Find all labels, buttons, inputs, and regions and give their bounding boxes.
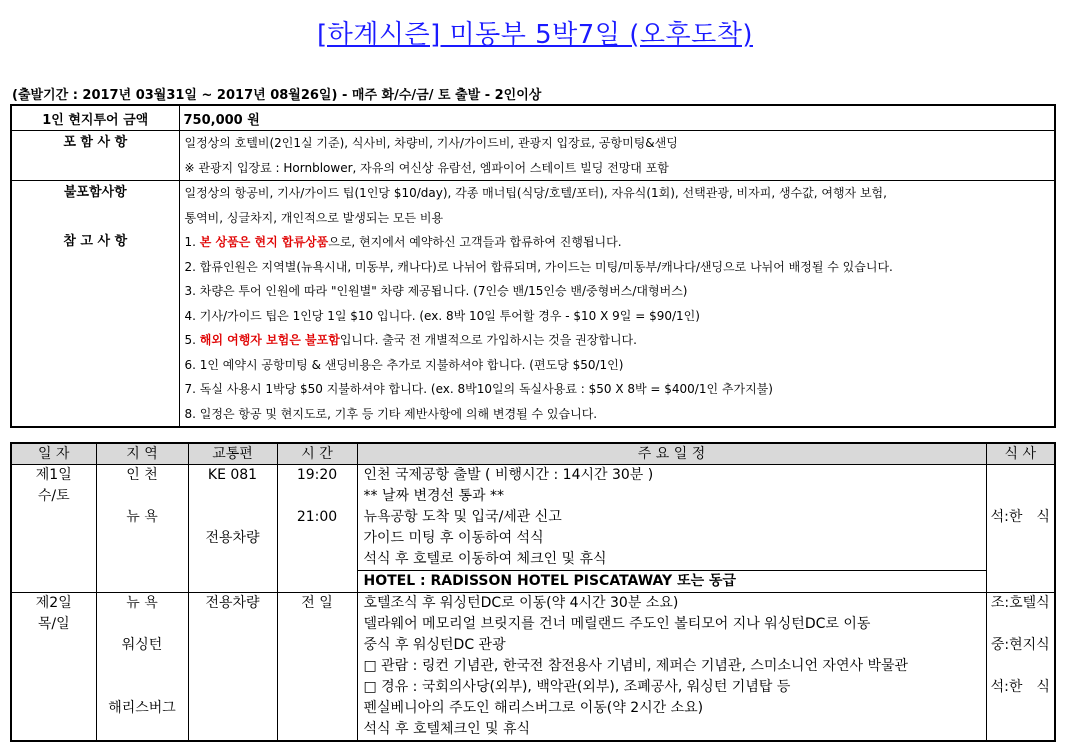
region: 워싱턴 bbox=[121, 637, 163, 653]
note-item-7: 7. 독실 사용시 1박당 $50 지불하셔야 합니다. (ex. 8박10일의 독실사용료 : $50 X 8박 = $400/1인 추가지불) bbox=[184, 382, 773, 396]
time: 전 일 bbox=[301, 595, 333, 611]
excludes-line: 통역비, 싱글차지, 개인적으로 발생되는 모든 비용 bbox=[184, 210, 444, 225]
note-highlight: 본 상품은 현지 합류상품 bbox=[199, 235, 329, 249]
day-of-week: 목/일 bbox=[37, 616, 70, 632]
includes-label: 포 함 사 항 bbox=[63, 135, 128, 150]
price-row bbox=[11, 105, 1055, 131]
time: 21:00 bbox=[296, 509, 338, 525]
plan-line: 뉴욕공항 도착 및 입국/세관 신고 bbox=[363, 509, 562, 525]
notes-label: 참 고 사 항 bbox=[63, 234, 128, 249]
plan-line: 가이드 미팅 후 이동하여 석식 bbox=[363, 530, 544, 546]
plan-line: 인천 국제공항 출발 ( 비행시간 : 14시간 30분 ) bbox=[363, 467, 654, 483]
day-of-week: 수/토 bbox=[37, 488, 70, 504]
includes-line: 일정상의 호텔비(2인1실 기준), 식사비, 차량비, 기사/가이드비, 관광지 입장료, 공항미팅&샌딩 bbox=[184, 136, 678, 150]
includes-row bbox=[11, 131, 1055, 181]
plan-line: 델라웨어 메모리얼 브릿지를 건너 메릴랜드 주도인 볼티모어 지나 워싱턴DC로 이동 bbox=[363, 616, 871, 632]
plan-line: ** 날짜 변경선 통과 ** bbox=[363, 488, 504, 504]
header-day: 일 자 bbox=[11, 443, 96, 465]
plan-line: 석식 후 호텔체크인 및 휴식 bbox=[363, 721, 531, 737]
header-region: 지 역 bbox=[96, 443, 188, 465]
header-time: 시 간 bbox=[277, 443, 357, 465]
meal: 석:한 식 bbox=[990, 509, 1050, 525]
plan-line: 호텔조식 후 워싱턴DC로 이동(약 4시간 30분 소요) bbox=[363, 595, 679, 611]
header-plan: 주 요 일 정 bbox=[357, 443, 986, 465]
plan-line: 펜실베니아의 주도인 해리스버그로 이동(약 2시간 소요) bbox=[363, 700, 704, 716]
note-item-2: 2. 합류인원은 지역별(뉴욕시내, 미동부, 캐나다)로 나뉘어 합류되며, 가이드는 미팅/미동부/캐나다/샌딩으로 나뉘어 배정될 수 있습니다. bbox=[184, 259, 893, 274]
region: 해리스버그 bbox=[108, 700, 176, 716]
flight-number: KE 081 bbox=[207, 467, 258, 483]
schedule-table bbox=[10, 442, 1056, 742]
note-highlight: 해외 여행자 보험은 불포함 bbox=[199, 333, 340, 347]
note-item-5: 5. 해외 여행자 보험은 불포함입니다. 출국 전 개별적으로 가입하시는 것을 권장합니다. bbox=[184, 333, 637, 347]
time: 19:20 bbox=[296, 467, 338, 483]
price-label: 1인 현지투어 금액 bbox=[11, 105, 179, 131]
region: 뉴 욕 bbox=[126, 509, 158, 525]
note-item-8: 8. 일정은 항공 및 현지도로, 기후 등 기타 제반사항에 의해 변경될 수 있습니다. bbox=[184, 406, 598, 421]
departure-period: (출발기간 : 2017년 03월31일 ~ 2017년 08월26일) - 매주 화/수/금/ 토 출발 - 2인이상 bbox=[12, 88, 542, 103]
note-item-6: 6. 1인 예약시 공항미팅 & 샌딩비용은 추가로 지불하셔야 합니다. (편도당 $50/1인) bbox=[184, 357, 624, 372]
note-item-1: 1. 본 상품은 현지 합류상품으로, 현지에서 예약하신 고객들과 합류하여 진행됩니다. bbox=[184, 235, 622, 249]
region: 뉴 욕 bbox=[126, 595, 158, 611]
day-row-1 bbox=[11, 465, 1055, 593]
transport: 전용차량 bbox=[205, 530, 260, 546]
plan-line: 중식 후 워싱턴DC 관광 bbox=[363, 637, 506, 653]
plan-line: 석식 후 호텔로 이동하여 체크인 및 휴식 bbox=[363, 551, 607, 567]
note-item-4: 4. 기사/가이드 팁은 1인당 1일 $10 입니다. (ex. 8박 10일 투어할 경우 - $10 X 9일 = $90/1인) bbox=[184, 308, 700, 323]
note-item-3: 3. 차량은 투어 인원에 따라 "인원별" 차량 제공됩니다. (7인승 밴/15인승 밴/중형버스/대형버스) bbox=[184, 284, 688, 298]
meal: 석:한 식 bbox=[990, 679, 1050, 695]
region: 인 천 bbox=[126, 467, 158, 483]
plan-line: □ 관람 : 링컨 기념관, 한국전 참전용사 기념비, 제퍼슨 기념관, 스미소니언 자연사 박물관 bbox=[363, 658, 909, 674]
schedule-header bbox=[11, 443, 1055, 465]
info-table bbox=[10, 104, 1056, 428]
day-number: 제1일 bbox=[35, 467, 72, 483]
meal: 조:호텔식 bbox=[990, 595, 1050, 611]
excludes-line: 일정상의 항공비, 기사/가이드 팁(1인당 $10/day), 각종 매너팁(식당/호텔/포터), 자유식(1회), 선택관광, 비자피, 생수값, 여행자 보험, bbox=[184, 186, 887, 200]
excludes-notes-row bbox=[11, 181, 1055, 428]
transport: 전용차량 bbox=[205, 595, 260, 611]
header-transport: 교통편 bbox=[188, 443, 277, 465]
includes-line: ※ 관광지 입장료 : Hornblower, 자유의 여신상 유람선, 엠파이어 스테이트 빌딩 전망대 포함 bbox=[184, 160, 669, 175]
day-row-2 bbox=[11, 593, 1055, 742]
excludes-label: 불포함사항 bbox=[63, 185, 127, 200]
price-value: 750,000 원 bbox=[179, 105, 1055, 131]
meal: 중:현지식 bbox=[990, 637, 1050, 653]
hotel-line: HOTEL : RADISSON HOTEL PISCATAWAY 또는 동급 bbox=[358, 570, 986, 592]
header-meal: 식 사 bbox=[986, 443, 1055, 465]
plan-line: □ 경유 : 국회의사당(외부), 백악관(외부), 조폐공사, 워싱턴 기념탑 등 bbox=[363, 679, 791, 695]
day-number: 제2일 bbox=[35, 595, 72, 611]
page-title: [하계시즌] 미동부 5박7일 (오후도착) bbox=[317, 20, 753, 50]
